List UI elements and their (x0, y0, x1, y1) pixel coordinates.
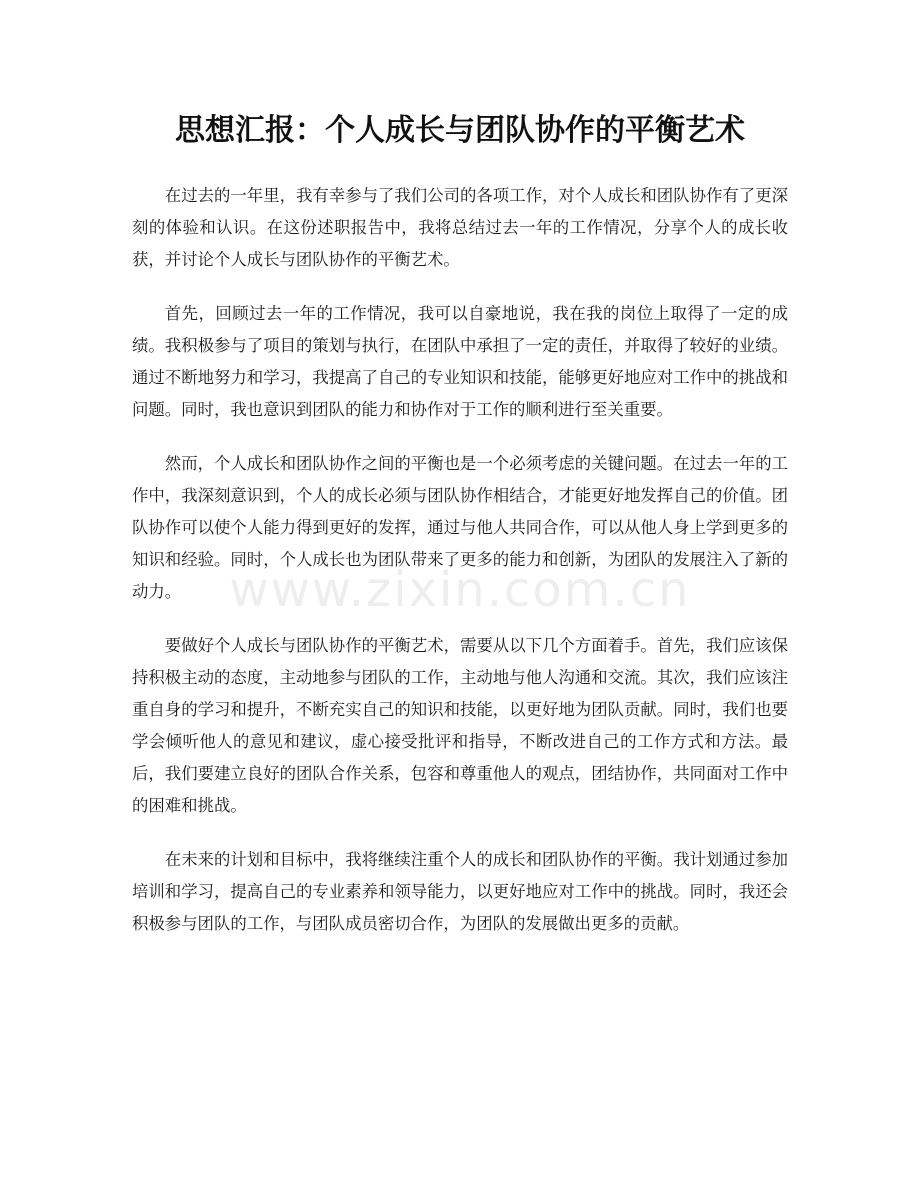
paragraph-2: 首先，回顾过去一年的工作情况，我可以自豪地说，我在我的岗位上取得了一定的成绩。我积极参与了项目的策划与执行，在团队中承担了一定的责任，并取得了较好的业绩。通过不断地努力和学习，我提高了自己的专业知识和技能，能够更好地应对工作中的挑战和问题。同时，我也意识到团队的能力和协作对于工作的顺利进行至关重要。 (132, 304, 788, 419)
watermark: www.zixin.com.cn (229, 562, 691, 618)
paragraph-3: 然而，个人成长和团队协作之间的平衡也是一个必须考虑的关键问题。在过去一年的工作中，我深刻意识到，个人的成长必须与团队协作相结合，才能更好地发挥自己的价值。团队协作可以使个人能力得到更好的发挥，通过与他人共同合作，可以从他人身上学到更多的知识和经验。同时，个人成长也为团队带来了更多的能力和创新，为团队的发展注入了新的动力。 (132, 454, 788, 601)
paragraph-5: 在未来的计划和目标中，我将继续注重个人的成长和团队协作的平衡。我计划通过参加培训和学习，提高自己的专业素养和领导能力，以更好地应对工作中的挑战。同时，我还会积极参与团队的工作，与团队成员密切合作，为团队的发展做出更多的贡献。 (132, 850, 788, 933)
paragraph-1: 在过去的一年里，我有幸参与了我们公司的各项工作，对个人成长和团队协作有了更深刻的体验和认识。在这份述职报告中，我将总结过去一年的工作情况，分享个人的成长收获，并讨论个人成长与团队协作的平衡艺术。 (132, 186, 788, 269)
document-body (132, 180, 788, 962)
paragraph-4: 要做好个人成长与团队协作的平衡艺术，需要从以下几个方面着手。首先，我们应该保持积极主动的态度，主动地参与团队的工作，主动地与他人沟通和交流。其次，我们应该注重自身的学习和提升，不断充实自己的知识和技能，以更好地为团队贡献。同时，我们也要学会倾听他人的意见和建议，虚心接受批评和指导，不断改进自己的工作方式和方法。最后，我们要建立良好的团队合作关系，包容和尊重他人的观点，团结协作，共同面对工作中的困难和挑战。 (132, 636, 788, 815)
document-title: 思想汇报：个人成长与团队协作的平衡艺术 (175, 113, 745, 148)
